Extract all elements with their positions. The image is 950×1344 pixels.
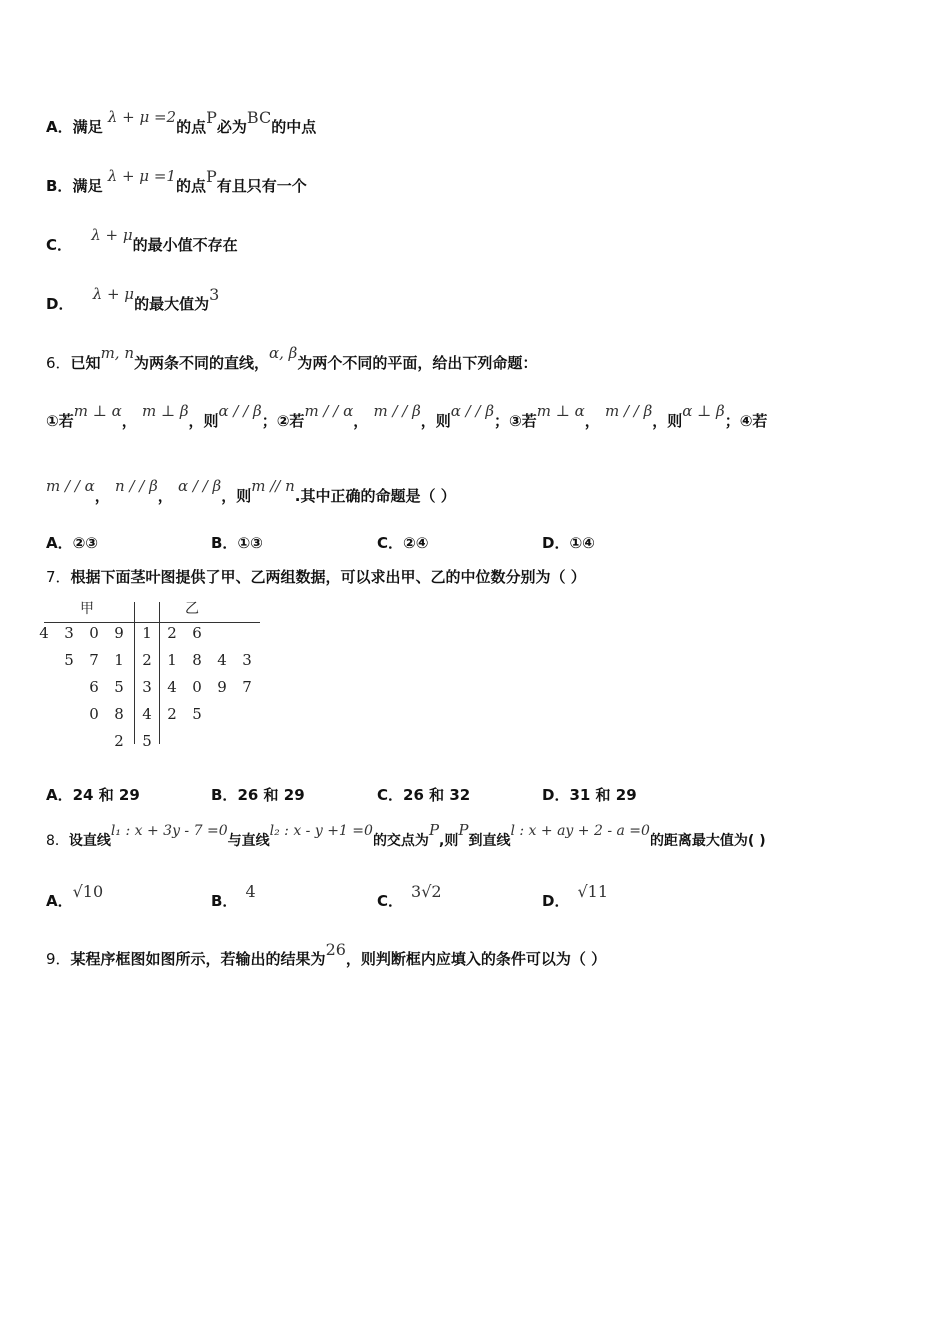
leaf-left: 0 <box>89 624 99 642</box>
leaf-left: 6 <box>89 678 99 696</box>
stem-value: 3 <box>142 678 152 696</box>
leaf-right: 6 <box>192 624 202 642</box>
leaf-right: 3 <box>242 651 252 669</box>
leaf-left: 0 <box>89 705 99 723</box>
math-expr: λ + μ <box>91 226 133 244</box>
leaf-right: 9 <box>217 678 227 696</box>
stem-value: 2 <box>142 651 152 669</box>
q5-option-d: D． λ + μ的最大值为3 <box>46 285 220 313</box>
math-expr: λ + μ =2 <box>107 108 177 126</box>
leaf-right: 2 <box>167 705 177 723</box>
leaf-left: 9 <box>114 624 124 642</box>
stem-leaf-plot <box>39 598 264 750</box>
q8-option-b: B． 4 <box>211 882 256 910</box>
q7-option-c: C．26 和 32 <box>377 786 471 804</box>
divider-line <box>134 602 135 744</box>
leaf-left: 8 <box>114 705 124 723</box>
leaf-left: 2 <box>114 732 124 750</box>
q5-option-a: A．满足 λ + μ =2的点P必为BC的中点 <box>46 108 317 136</box>
leaf-right: 4 <box>217 651 227 669</box>
leaf-right: 5 <box>192 705 202 723</box>
leaf-right: 7 <box>242 678 252 696</box>
q5-option-b: B．满足 λ + μ =1的点P有且只有一个 <box>46 167 307 195</box>
leaf-right: 4 <box>167 678 177 696</box>
q8-option-d: D． √11 <box>542 882 609 910</box>
leaf-right: 8 <box>192 651 202 669</box>
q6-stem: 6．已知m, n为两条不同的直线，α, β为两个不同的平面，给出下列命题： <box>46 344 538 372</box>
q7-stem: 7．根据下面茎叶图提供了甲、乙两组数据，可以求出甲、乙的中位数分别为（ ） <box>46 568 586 586</box>
q9-stem: 9．某程序框图如图所示，若输出的结果为26，则判断框内应填入的条件可以为（ ） <box>46 940 607 968</box>
header-rule <box>44 622 260 623</box>
q6-proposition-4: m / / α， n / / β， α / / β，则m // n.其中正确的命题是（ ） <box>46 477 456 505</box>
q8-option-c: C． 3√2 <box>377 882 442 910</box>
q8-stem: 8．设直线l₁ : x + 3y - 7 =0与直线l₂ : x - y +1 =0的交点为P,则P到直线l : x + ay + 2 - a =0的距离最大值为( ) <box>46 821 766 849</box>
q7-option-d: D．31 和 29 <box>542 786 637 804</box>
q6-option-a: A．②③ <box>46 534 99 552</box>
right-header: 乙 <box>185 601 199 617</box>
leaf-right: 1 <box>167 651 177 669</box>
leaf-left: 5 <box>114 678 124 696</box>
leaf-left: 3 <box>64 624 74 642</box>
divider-line <box>159 602 160 744</box>
leaf-right: 0 <box>192 678 202 696</box>
stem-value: 1 <box>142 624 152 642</box>
q6-option-d: D．①④ <box>542 534 595 552</box>
stem-value: 5 <box>142 732 152 750</box>
q6-option-c: C．②④ <box>377 534 429 552</box>
leaf-left: 4 <box>39 624 49 642</box>
q6-propositions: ①若m ⊥ α， m ⊥ β，则α / / β；②若m / / α， m / / β，则α / / β；③若m ⊥ α， m / / β，则α ⊥ β；④若 <box>46 402 768 430</box>
leaf-left: 5 <box>64 651 74 669</box>
math-expr: λ + μ <box>92 285 135 303</box>
q7-option-b: B．26 和 29 <box>211 786 305 804</box>
leaf-right: 2 <box>167 624 177 642</box>
q6-option-b: B．①③ <box>211 534 263 552</box>
q7-option-a: A．24 和 29 <box>46 786 140 804</box>
q8-option-a: A．√10 <box>46 882 104 910</box>
math-expr: λ + μ =1 <box>107 167 176 185</box>
left-header: 甲 <box>80 601 94 617</box>
leaf-left: 1 <box>114 651 124 669</box>
leaf-left: 7 <box>89 651 99 669</box>
stem-value: 4 <box>142 705 152 723</box>
q5-option-c: C． λ + μ的最小值不存在 <box>46 226 238 254</box>
